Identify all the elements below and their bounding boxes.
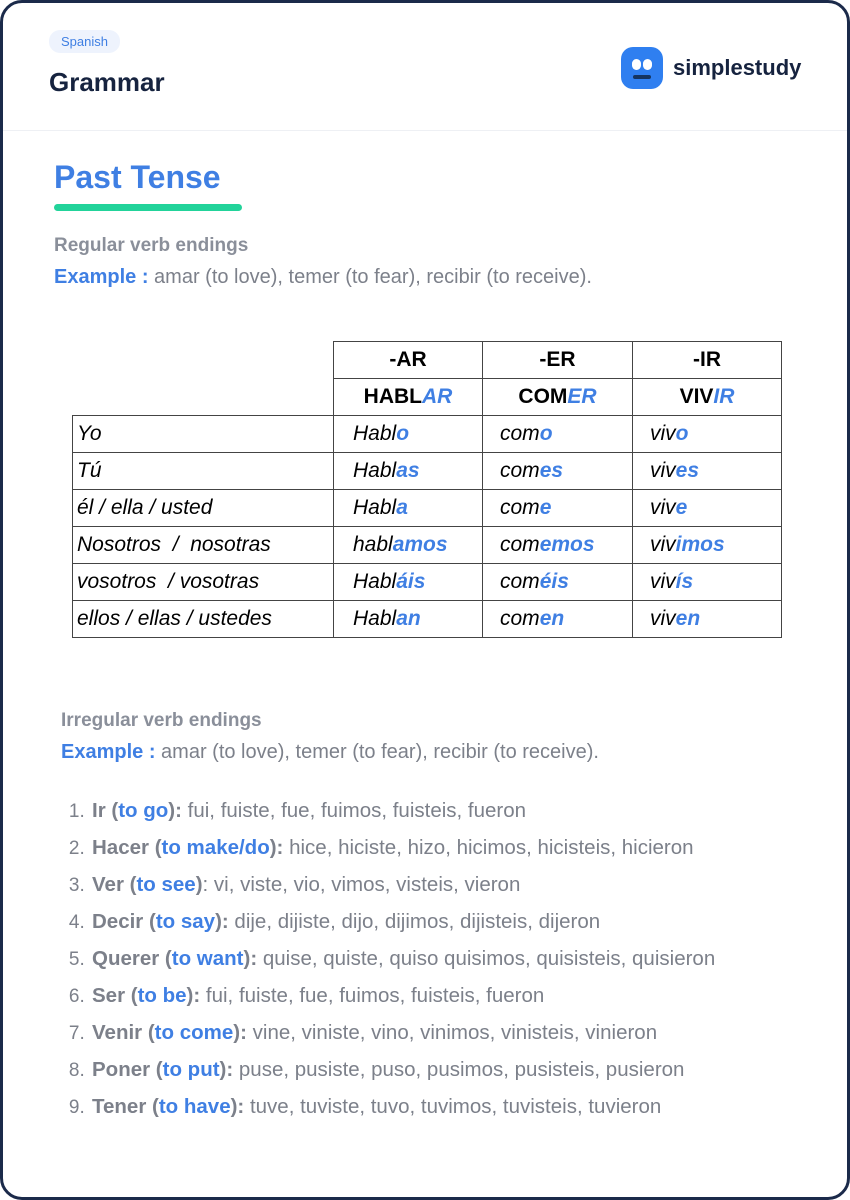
list-item: 7. Venir (to come): vine, viniste, vino, vinimos, vinisteis, vinieron — [90, 1017, 820, 1049]
ar-cell: hablamos — [334, 527, 483, 564]
list-item: 6. Ser (to be): fui, fuiste, fue, fuimos, fuisteis, fueron — [90, 980, 820, 1012]
ar-cell: Hablas — [334, 453, 483, 490]
conjugation-table — [72, 341, 782, 638]
ir-cell: vivimos — [633, 527, 782, 564]
ir-cell: vivís — [633, 564, 782, 601]
er-cell: como — [483, 416, 633, 453]
pronoun-cell: Tú — [73, 453, 334, 490]
ar-cell: Habla — [334, 490, 483, 527]
page-heading: Past Tense — [54, 159, 221, 195]
pronoun-cell: Nosotros / nosotras — [73, 527, 334, 564]
list-item: 2. Hacer (to make/do): hice, hiciste, hizo, hicimos, hicisteis, hicieron — [90, 832, 820, 864]
er-cell: come — [483, 490, 633, 527]
simplestudy-logo-icon — [621, 47, 663, 89]
er-cell: coméis — [483, 564, 633, 601]
group-header-row — [73, 342, 782, 379]
example-text: amar (to love), temer (to fear), recibir (to receive). — [155, 741, 599, 763]
ar-cell: Habláis — [334, 564, 483, 601]
er-cell: comes — [483, 453, 633, 490]
subject-badge: Spanish — [49, 30, 120, 53]
table-row — [73, 601, 782, 638]
infinitive-vivir: VIVIR — [633, 379, 782, 416]
table-row — [73, 527, 782, 564]
example-label: Example : — [54, 266, 149, 288]
section-title: Grammar — [49, 67, 165, 97]
ir-cell: vivo — [633, 416, 782, 453]
ir-cell: viven — [633, 601, 782, 638]
list-item: 9. Tener (to have): tuve, tuviste, tuvo, tuvimos, tuvisteis, tuvieron — [90, 1091, 820, 1123]
pronoun-cell: Yo — [73, 416, 334, 453]
regular-example — [54, 266, 592, 289]
list-item: 1. Ir (to go): fui, fuiste, fue, fuimos, fuisteis, fueron — [90, 795, 820, 827]
irregular-example — [61, 741, 599, 764]
example-text: amar (to love), temer (to fear), recibir (to receive). — [148, 266, 592, 288]
regular-endings-title: Regular verb endings — [54, 235, 249, 256]
table-row — [73, 453, 782, 490]
irregular-verb-list — [65, 795, 820, 1128]
heading-underline — [54, 204, 242, 211]
table-row — [73, 416, 782, 453]
brand-name: simplestudy — [673, 55, 802, 80]
pronoun-cell: ellos / ellas / ustedes — [73, 601, 334, 638]
pronoun-cell: vosotros / vosotras — [73, 564, 334, 601]
ir-cell: vive — [633, 490, 782, 527]
irregular-endings-title: Irregular verb endings — [61, 710, 262, 731]
list-item: 4. Decir (to say): dije, dijiste, dijo, dijimos, dijisteis, dijeron — [90, 906, 820, 938]
list-item: 5. Querer (to want): quise, quiste, quiso quisimos, quisisteis, quisieron — [90, 943, 820, 975]
infinitive-hablar: HABLAR — [334, 379, 483, 416]
infinitive-comer: COMER — [483, 379, 633, 416]
example-label: Example : — [61, 741, 156, 763]
group-ar: -AR — [334, 342, 483, 379]
table-row — [73, 564, 782, 601]
list-item: 3. Ver (to see): vi, viste, vio, vimos, visteis, vieron — [90, 869, 820, 901]
ar-cell: Hablo — [334, 416, 483, 453]
group-er: -ER — [483, 342, 633, 379]
group-ir: -IR — [633, 342, 782, 379]
infinitive-row — [73, 379, 782, 416]
table-row — [73, 490, 782, 527]
list-item: 8. Poner (to put): puse, pusiste, puso, pusimos, pusisteis, pusieron — [90, 1054, 820, 1086]
ar-cell: Hablan — [334, 601, 483, 638]
ir-cell: vives — [633, 453, 782, 490]
pronoun-cell: él / ella / usted — [73, 490, 334, 527]
er-cell: comemos — [483, 527, 633, 564]
er-cell: comen — [483, 601, 633, 638]
brand — [621, 47, 801, 89]
page-header — [3, 3, 847, 131]
